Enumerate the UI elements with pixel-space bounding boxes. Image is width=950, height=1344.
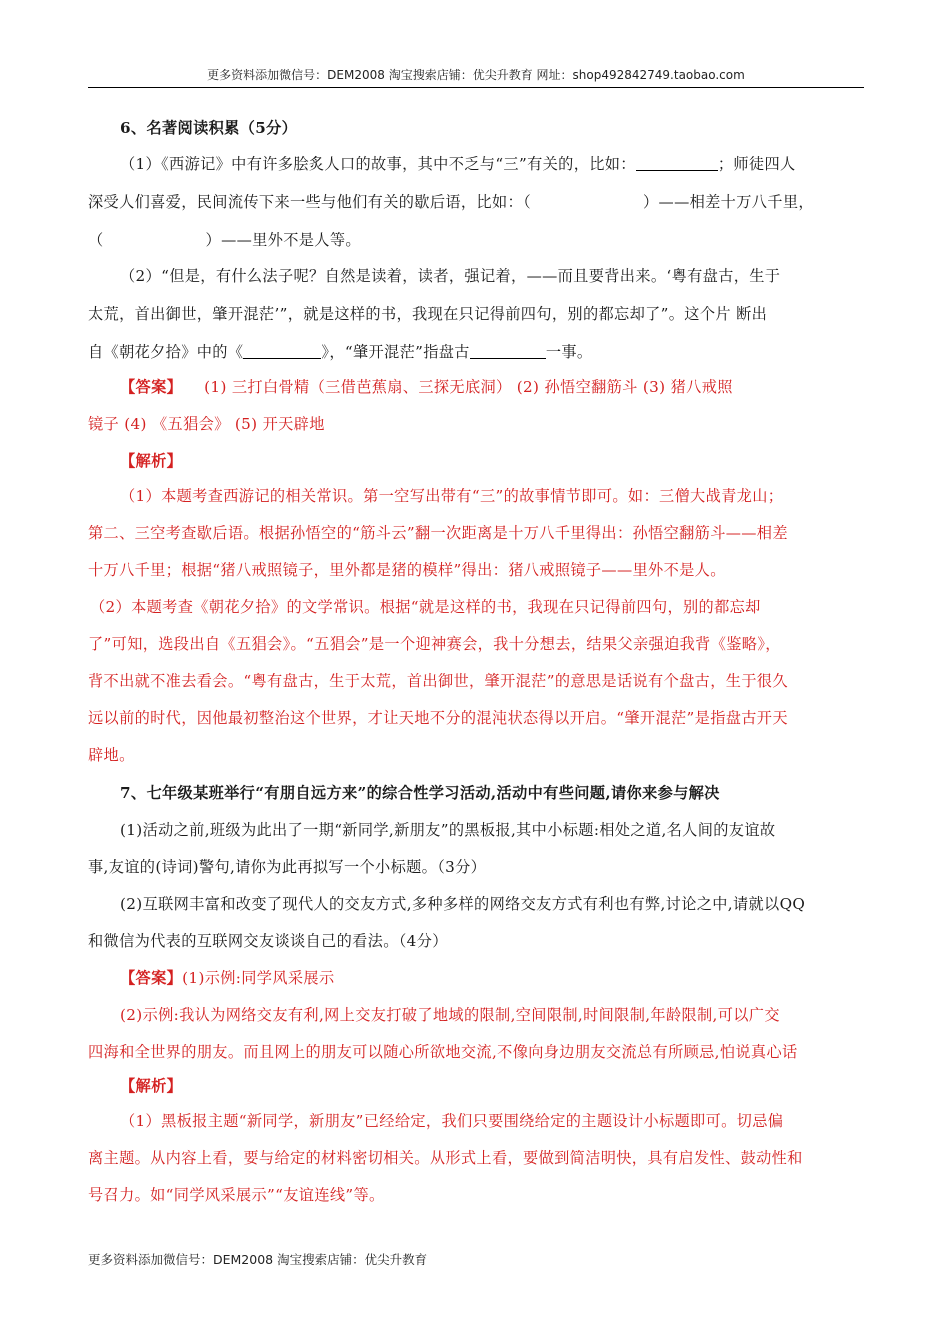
header-divider	[88, 87, 864, 88]
q7-title: 7、七年级某班举行“有朋自远方来”的综合性学习活动,活动中有些问题,请你来参与解决	[120, 784, 720, 802]
q6-p2-line3: 自《朝花夕拾》中的《 》，“肇开混茫”指盘古 一事。	[88, 343, 593, 361]
q6-analysis-line: （1）本题考查西游记的相关常识。第一空写出带有“三”的故事情节即可。如：三僧大战青龙山；	[120, 487, 784, 505]
q6-title: 6、名著阅读积累（5分）	[120, 119, 298, 137]
q6-analysis-line: 远以前的时代，因他最初整治这个世界，才让天地不分的混沌状态得以开启。“肇开混茫”是指盘古开天	[88, 709, 788, 727]
q7-answer-line2: (2)示例:我认为网络交友有利,网上交友打破了地域的限制,空间限制,时间限制,年龄限制,可以广交	[120, 1006, 780, 1024]
q6-answer-line1: 【答案】 (1) 三打白骨精（三借芭蕉扇、三探无底洞） (2) 孙悟空翻筋斗 (3) 猪八戒照	[120, 378, 733, 396]
q7-answer-line3: 四海和全世界的朋友。而且网上的朋友可以随心所欲地交流,不像向身边朋友交流总有所顾忌,怕说真心话	[88, 1043, 798, 1061]
blank-field	[470, 344, 546, 359]
q6-p1-line3: （ ）——里外不是人等。	[88, 231, 361, 249]
q7-analysis-label: 【解析】	[120, 1077, 183, 1095]
q7-analysis-line: 号召力。如“同学风采展示”“友谊连线”等。	[88, 1186, 385, 1204]
q7-p2-line1: (2)互联网丰富和改变了现代人的交友方式,多种多样的网络交友方式有利也有弊,讨论之中,请就以QQ	[120, 895, 806, 913]
q7-p1-line1: (1)活动之前,班级为此出了一期“新同学,新朋友”的黑板报,其中小标题:相处之道,名人间的友谊故	[120, 821, 776, 839]
q6-analysis-line: 十万八千里；根据“猪八戒照镜子，里外都是猪的模样”得出：猪八戒照镜子——里外不是人。	[88, 561, 726, 579]
q6-answer-line2: 镜子 (4) 《五猖会》 (5) 开天辟地	[88, 415, 325, 433]
q6-analysis-line: 第二、三空考查歇后语。根据孙悟空的“筋斗云”翻一次距离是十万八千里得出：孙悟空翻筋斗——相差	[88, 524, 788, 542]
q6-p1-line1: （1）《西游记》中有许多脍炙人口的故事，其中不乏与“三”有关的，比如： ；师徒四人	[120, 155, 796, 173]
answer-label: 【答案】	[120, 969, 183, 987]
blank-field	[243, 344, 321, 359]
q6-analysis-line: 辟地。	[88, 746, 135, 764]
q7-p2-line2: 和微信为代表的互联网交友谈谈自己的看法。（4分）	[88, 932, 448, 950]
q6-analysis-line: 背不出就不准去看会。“粤有盘古，生于太荒，首出御世，肇开混茫”的意思是话说有个盘古，生于很久	[88, 672, 788, 690]
answer-label: 【答案】	[120, 378, 183, 396]
q7-analysis-line: （1）黑板报主题“新同学，新朋友”已经给定，我们只要围绕给定的主题设计小标题即可。切忌偏	[120, 1112, 784, 1130]
q6-p2-line1: （2）“但是，有什么法子呢？自然是读着，读者，强记着，——而且要背出来。‘粤有盘古，生于	[120, 267, 781, 285]
page-header: 更多资料添加微信号：DEM2008 淘宝搜索店铺：优尖升教育 网址：shop492842749.taobao.com	[207, 68, 745, 82]
q7-answer-line1: 【答案】(1)示例:同学风采展示	[120, 969, 335, 987]
page-footer: 更多资料添加微信号：DEM2008 淘宝搜索店铺：优尖升教育	[88, 1252, 428, 1267]
q6-analysis-label: 【解析】	[120, 452, 183, 470]
q6-analysis-line: （2）本题考查《朝花夕拾》的文学常识。根据“就是这样的书，我现在只记得前四句，别的都忘却	[90, 598, 761, 616]
q6-analysis-line: 了”可知，选段出自《五猖会》。“五猖会”是一个迎神赛会，我十分想去，结果父亲强迫我背《鉴略》，	[88, 635, 781, 653]
q7-analysis-line: 离主题。从内容上看，要与给定的材料密切相关。从形式上看，要做到简洁明快，具有启发性、鼓动性和	[88, 1149, 803, 1167]
q6-p1-line2: 深受人们喜爱，民间流传下来一些与他们有关的歇后语，比如：（ ）——相差十万八千里，	[88, 193, 814, 211]
q7-p1-line2: 事,友谊的(诗词)警句,请你为此再拟写一个小标题。（3分）	[88, 858, 487, 876]
blank-field	[636, 156, 718, 171]
q6-p2-line2: 太荒，首出御世，肇开混茫’”，就是这样的书，我现在只记得前四句，别的都忘却了”。这个片 断出	[88, 305, 768, 323]
